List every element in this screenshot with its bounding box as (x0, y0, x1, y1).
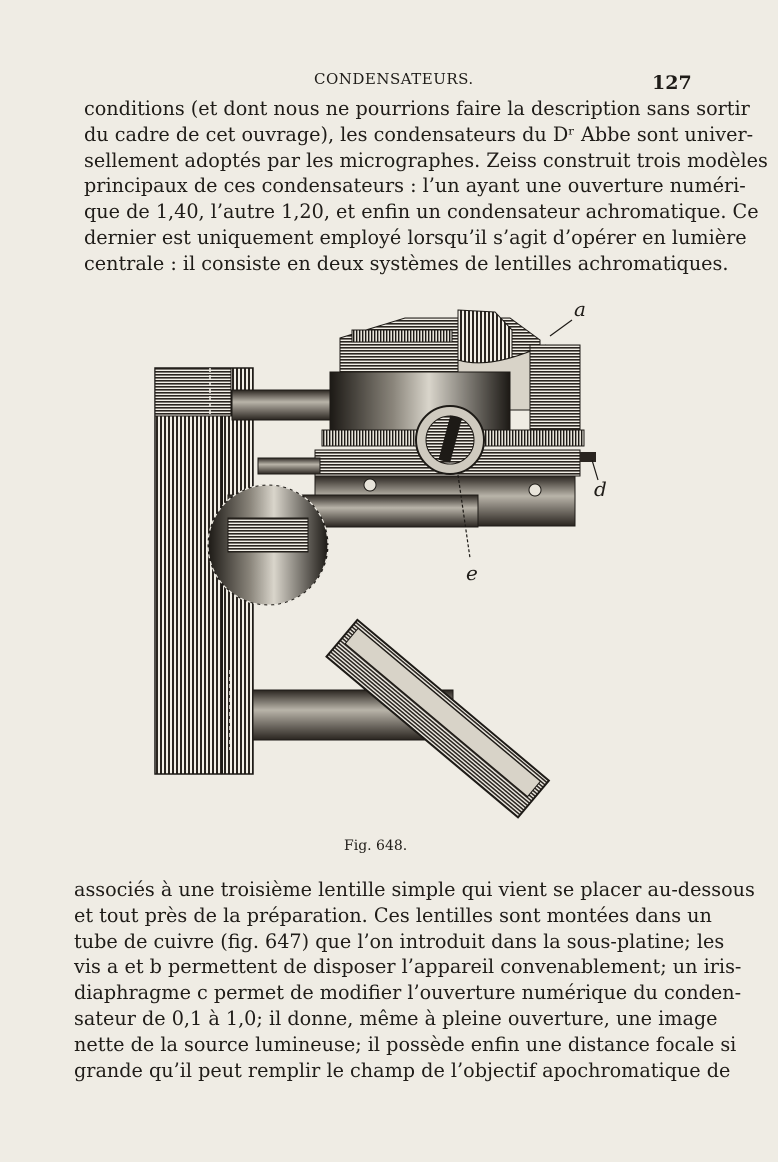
label-a: a (574, 297, 586, 321)
figure-caption: Fig. 648. (344, 838, 408, 854)
focusing-knob (416, 406, 484, 474)
condenser-engraving (140, 290, 620, 850)
text-line: sellement adoptés par les micrographes. Zeiss construit trois modèles (84, 148, 768, 172)
running-title: CONDENSATEURS. (314, 70, 474, 88)
paragraph-bottom (74, 877, 755, 1083)
paragraph-top (84, 96, 768, 277)
text-line: dernier est uniquement employé lorsqu’il s’agit d’opérer en lumière (84, 225, 747, 249)
label-d: d (594, 477, 607, 501)
screw-icon (364, 479, 376, 491)
page-header (0, 70, 778, 96)
text-line: tube de cuivre (fig. 647) que l’on introduit dans la sous-platine; les (74, 929, 725, 953)
swing-arm (208, 485, 478, 605)
condenser-illustration (140, 290, 620, 850)
text-line: et tout près de la préparation. Ces lentilles sont montées dans un (74, 903, 712, 927)
text-line: grande qu’il peut remplir le champ de l’objectif apochromatique de (74, 1058, 731, 1082)
text-line: centrale : il consiste en deux systèmes de lentilles achromatiques. (84, 251, 729, 275)
page-number: 127 (652, 72, 692, 94)
leader-line-a (550, 320, 572, 336)
text-line: diaphragme c permet de modifier l’ouverture numérique du conden- (74, 981, 742, 1005)
label-e: e (466, 561, 478, 585)
text-line: principaux de ces condensateurs : l’un ayant une ouverture numéri- (84, 174, 746, 198)
text-line: sateur de 0,1 à 1,0; il donne, même à pleine ouverture, une image (74, 1006, 718, 1030)
text-line: associés à une troisième lentille simple qui vient se placer au-dessous (74, 878, 755, 901)
text-line: que de 1,40, l’autre 1,20, et enfin un condensateur achromatique. Ce (84, 200, 759, 224)
text-line: nette de la source lumineuse; il possède enfin une distance focale si (74, 1032, 737, 1056)
screw-icon (529, 484, 541, 496)
text-line: du cadre de cet ouvrage), les condensateurs du Dʳ Abbe sont univer- (84, 122, 754, 146)
text-line: conditions (et dont nous ne pourrions faire la description sans sortir (84, 97, 750, 120)
text-line: vis a et b permettent de disposer l’appareil convenablement; un iris- (74, 955, 742, 979)
